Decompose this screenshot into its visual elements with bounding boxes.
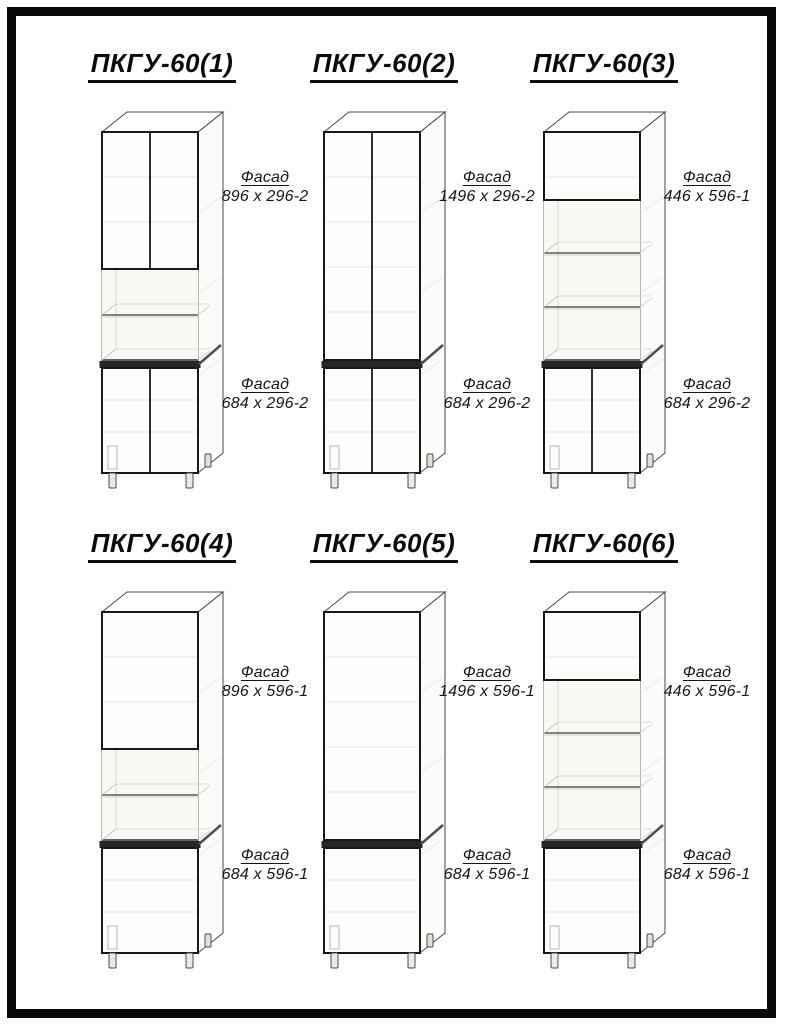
cabinet-title-text: ПКГУ-60(1) [88, 48, 237, 83]
cabinet-title-text: ПКГУ-60(6) [530, 528, 679, 563]
facade-label: Фасад [240, 664, 290, 681]
cabinet-title [482, 528, 726, 563]
cabinet-1 [40, 40, 309, 512]
cabinet-title-text: ПКГУ-60(5) [310, 528, 459, 563]
cabinet-title-text: ПКГУ-60(3) [530, 48, 679, 83]
facade-size: 684 x 596-1 [221, 866, 309, 883]
facade-label: Фасад [462, 847, 512, 864]
facade-label: Фасад [240, 376, 290, 393]
cabinet-title-text: ПКГУ-60(4) [88, 528, 237, 563]
cabinet-drawing [99, 590, 225, 971]
facade-size: 446 x 596-1 [663, 683, 751, 700]
facade-annotation-top [632, 663, 782, 701]
facade-label: Фасад [462, 169, 512, 186]
facade-size: 896 x 296-2 [221, 188, 309, 205]
cabinet-title [262, 48, 506, 83]
facade-label: Фасад [240, 169, 290, 186]
cabinet-title [40, 48, 284, 83]
facade-size: 684 x 596-1 [663, 866, 751, 883]
cabinet-6 [482, 520, 751, 992]
cabinet-4 [40, 520, 309, 992]
cabinet-title [262, 528, 506, 563]
facade-size: 684 x 296-2 [221, 395, 309, 412]
cabinet-title-text: ПКГУ-60(2) [310, 48, 459, 83]
facade-annotation-bottom [632, 846, 782, 884]
facade-size: 684 x 296-2 [443, 395, 531, 412]
facade-label: Фасад [682, 376, 732, 393]
facade-label: Фасад [462, 376, 512, 393]
cabinet-2 [262, 40, 535, 512]
facade-label: Фасад [682, 169, 732, 186]
facade-size: 684 x 296-2 [663, 395, 751, 412]
cabinet-5 [262, 520, 535, 992]
cabinet-3 [482, 40, 751, 512]
cabinet-drawing [541, 590, 667, 971]
facade-label: Фасад [240, 847, 290, 864]
cabinet-title [40, 528, 284, 563]
facade-size: 684 x 596-1 [443, 866, 531, 883]
facade-annotation-bottom [632, 375, 782, 413]
facade-annotation-top [632, 168, 782, 206]
facade-size: 1496 x 596-1 [439, 683, 535, 700]
facade-size: 446 x 596-1 [663, 188, 751, 205]
facade-label: Фасад [462, 664, 512, 681]
facade-size: 896 x 596-1 [221, 683, 309, 700]
cabinet-title [482, 48, 726, 83]
facade-label: Фасад [682, 664, 732, 681]
facade-size: 1496 x 296-2 [439, 188, 535, 205]
cabinet-drawing [321, 590, 447, 971]
facade-label: Фасад [682, 847, 732, 864]
